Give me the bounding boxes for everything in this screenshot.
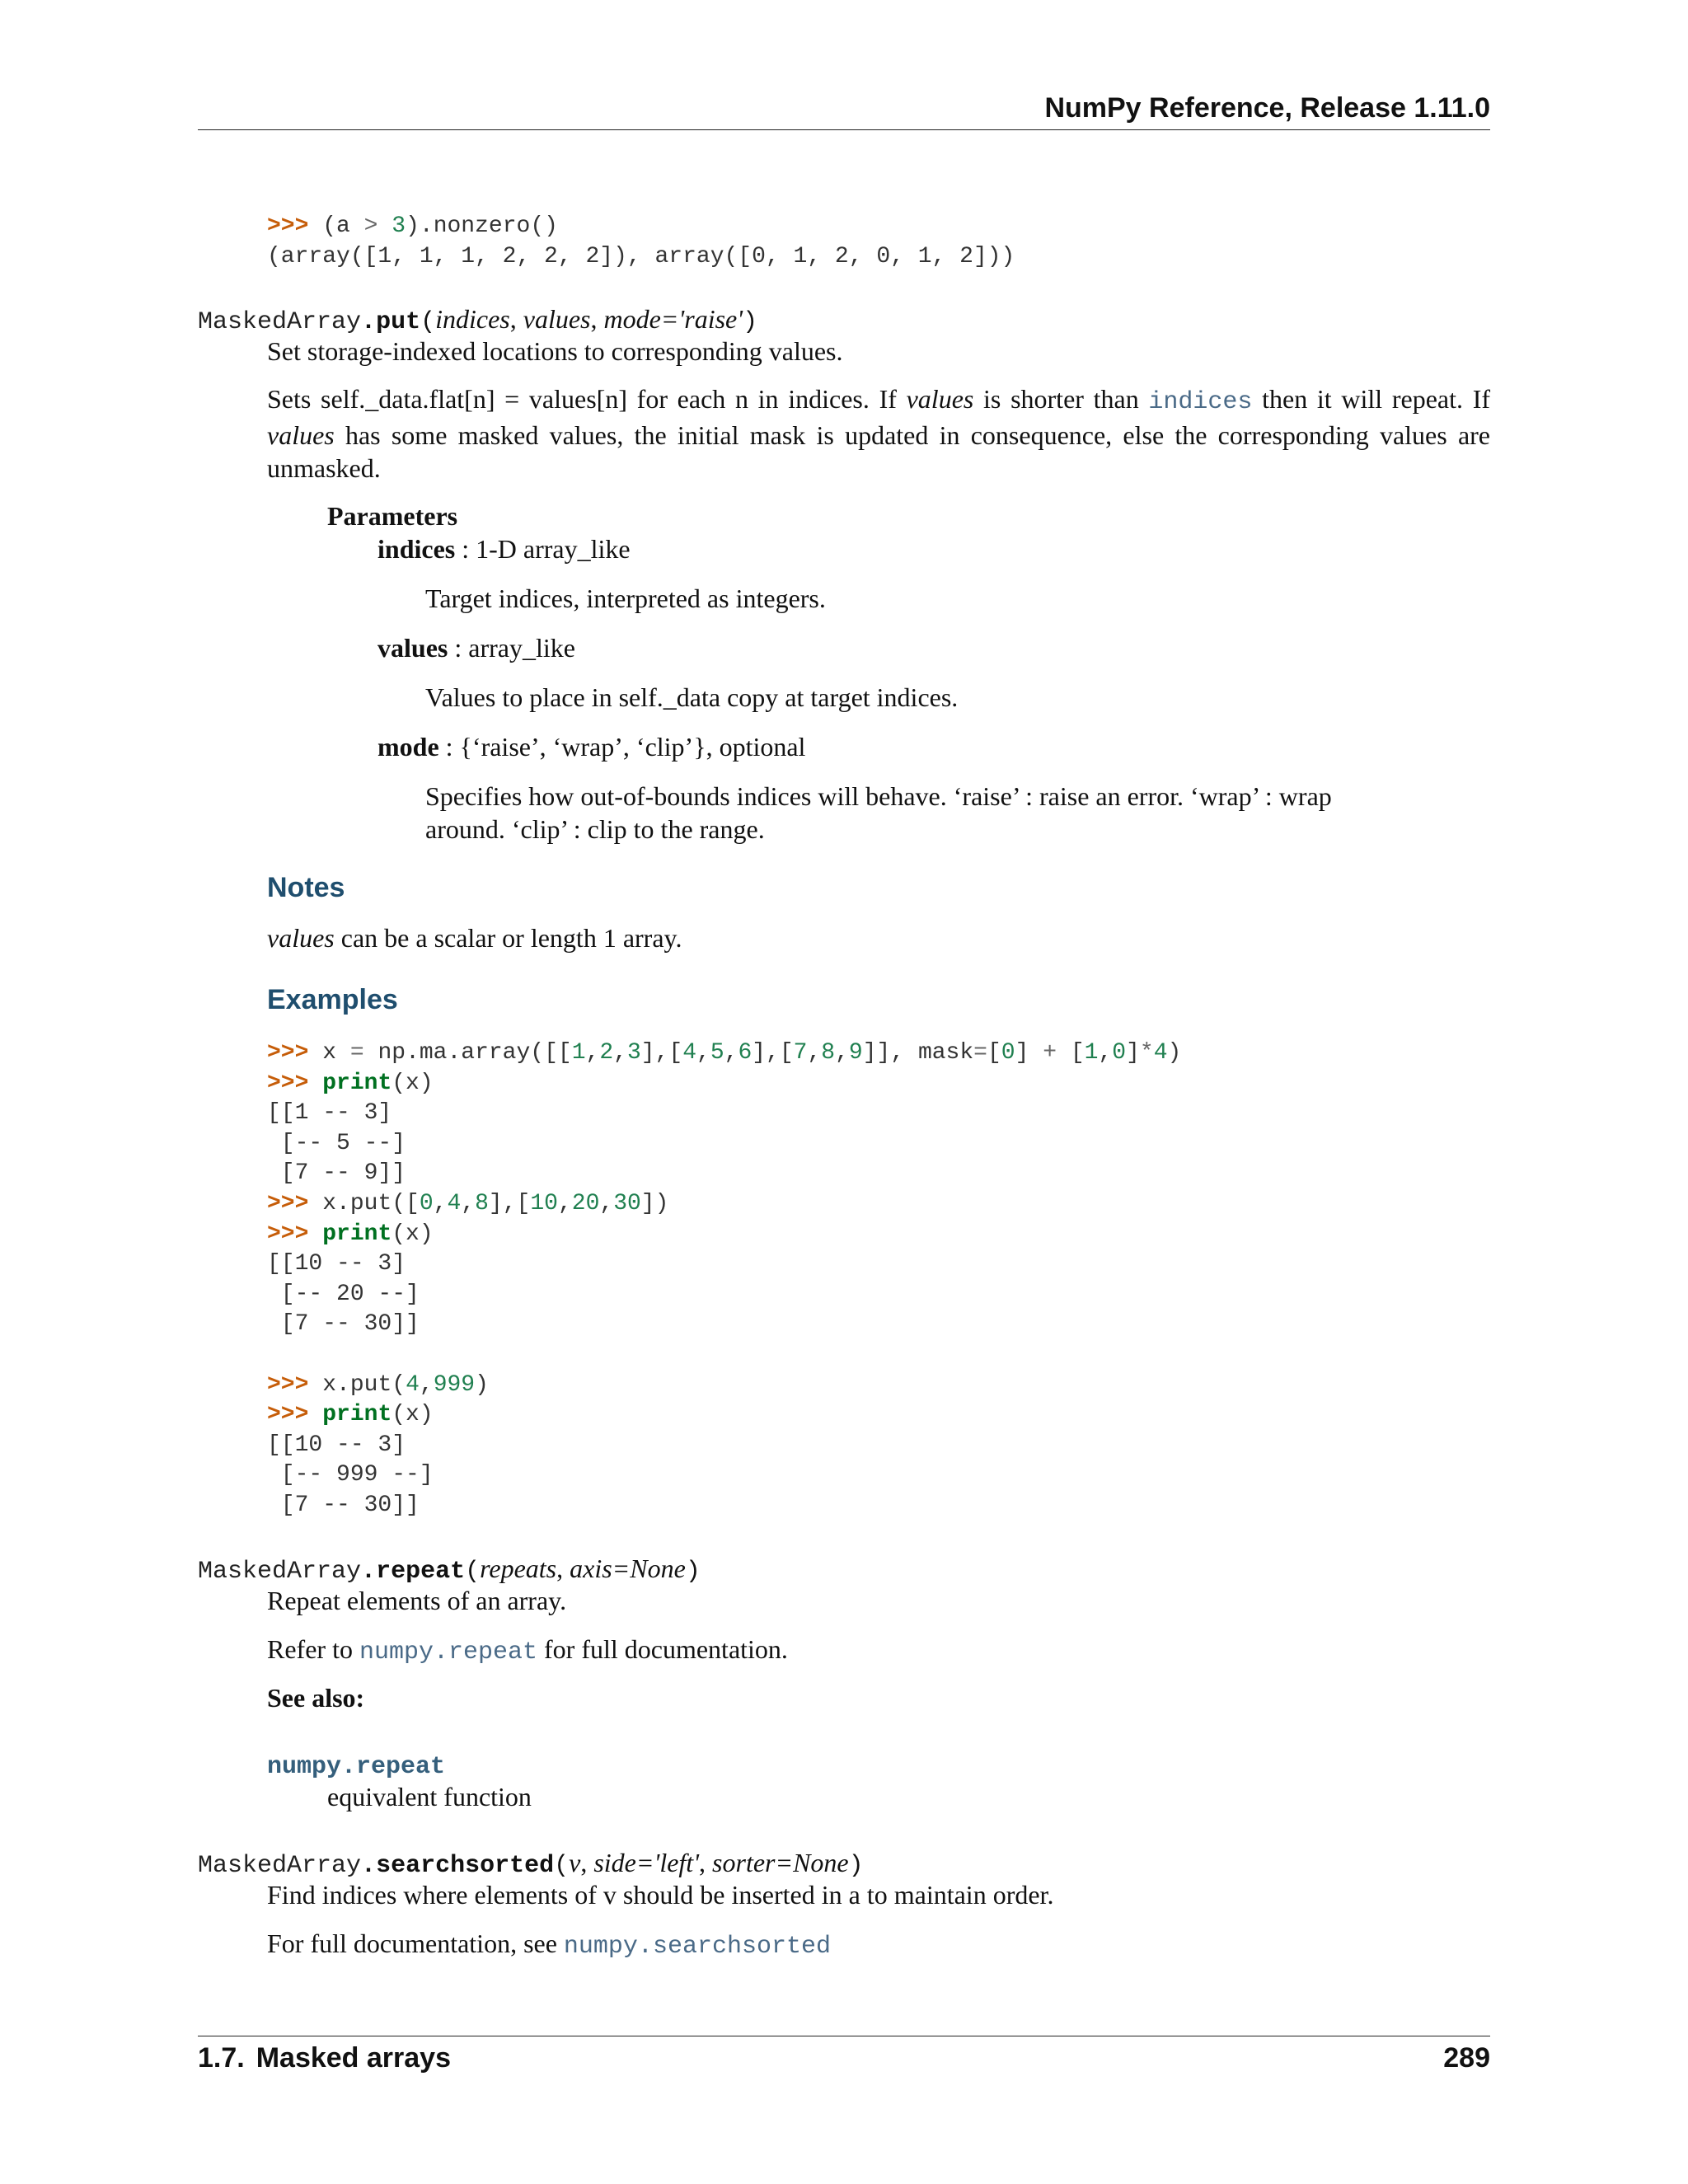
- searchsorted-function-name: searchsorted: [376, 1852, 555, 1880]
- intro-code-block: >>> (a > 3).nonzero() (array([1, 1, 1, 2, 2, 2]), array([0, 1, 2, 0, 1, 2])): [267, 213, 1015, 269]
- notes-text: values can be a scalar or length 1 array.: [267, 923, 682, 953]
- see-also-heading: See also:: [267, 1683, 365, 1713]
- see-also-entry: [267, 1747, 445, 1783]
- repeat-function-name: repeat: [376, 1558, 466, 1586]
- searchsorted-doc: For full documentation, see numpy.searchsorted: [267, 1929, 831, 1961]
- examples-heading: Examples: [267, 984, 398, 1015]
- header-rule: [198, 129, 1490, 130]
- searchsorted-signature: MaskedArray.searchsorted(v, side='left', sorter=None): [198, 1848, 864, 1880]
- numpy-repeat-see-also-link[interactable]: numpy.repeat: [267, 1753, 446, 1781]
- put-description: Sets self._data.flat[n] = values[n] for each n in indices. If values is shorter than indices then it will repeat. If values has some masked values, the initial mask is updated in consequence, else the corresponding values are unmasked.: [267, 384, 1491, 483]
- document-page: [198, 0, 1490, 2184]
- param-mode: mode : {‘raise’, ‘wrap’, ‘clip’}, optional: [377, 732, 806, 762]
- searchsorted-summary: Find indices where elements of v should be inserted in a to maintain order.: [267, 1880, 1054, 1910]
- see-also-desc: equivalent function: [327, 1782, 532, 1811]
- put-function-name: put: [376, 308, 421, 336]
- numpy-searchsorted-link[interactable]: numpy.searchsorted: [563, 1933, 831, 1961]
- param-values-desc: Values to place in self._data copy at target indices.: [425, 682, 959, 712]
- examples-code-block: >>> x = np.ma.array([[1,2,3],[4,5,6],[7,8,9]], mask=[0] + [1,0]*4) >>> print(x) [[1 -- 3] [-- 5 --] [7 -- 9]] >>> x.put([0,4,8],[10,20,30]) >>> print(x) [[10 -- 3] [-- 20 --] [7 -- 30]] >>> x.put(4,999) >>> print(x) [[10 -- 3] [-- 999 --] [7 -- 30]]: [267, 1040, 1182, 1518]
- indices-reference: indices: [1148, 388, 1253, 416]
- notes-heading: Notes: [267, 872, 345, 903]
- put-signature: MaskedArray.put(indices, values, mode='raise'): [198, 304, 758, 336]
- repeat-summary: Repeat elements of an array.: [267, 1586, 567, 1615]
- param-mode-desc: Specifies how out-of-bounds indices will behave. ‘raise’ : raise an error. ‘wrap’ : wrap around. ‘clip’ : clip to the range.: [425, 781, 1332, 844]
- repeat-signature: MaskedArray.repeat(repeats, axis=None): [198, 1554, 701, 1586]
- param-indices-desc: Target indices, interpreted as integers.: [425, 583, 826, 613]
- footer-section: 1.7. Masked arrays: [198, 2042, 451, 2074]
- parameters-heading: Parameters: [327, 501, 458, 531]
- put-summary: Set storage-indexed locations to corresponding values.: [267, 336, 843, 366]
- repeat-refer: Refer to numpy.repeat for full documentation.: [267, 1634, 788, 1666]
- running-header: NumPy Reference, Release 1.11.0: [1044, 92, 1490, 124]
- numpy-repeat-link[interactable]: numpy.repeat: [359, 1638, 537, 1666]
- page-number: 289: [1443, 2042, 1490, 2074]
- param-indices: indices : 1-D array_like: [377, 534, 631, 564]
- param-values: values : array_like: [377, 633, 575, 663]
